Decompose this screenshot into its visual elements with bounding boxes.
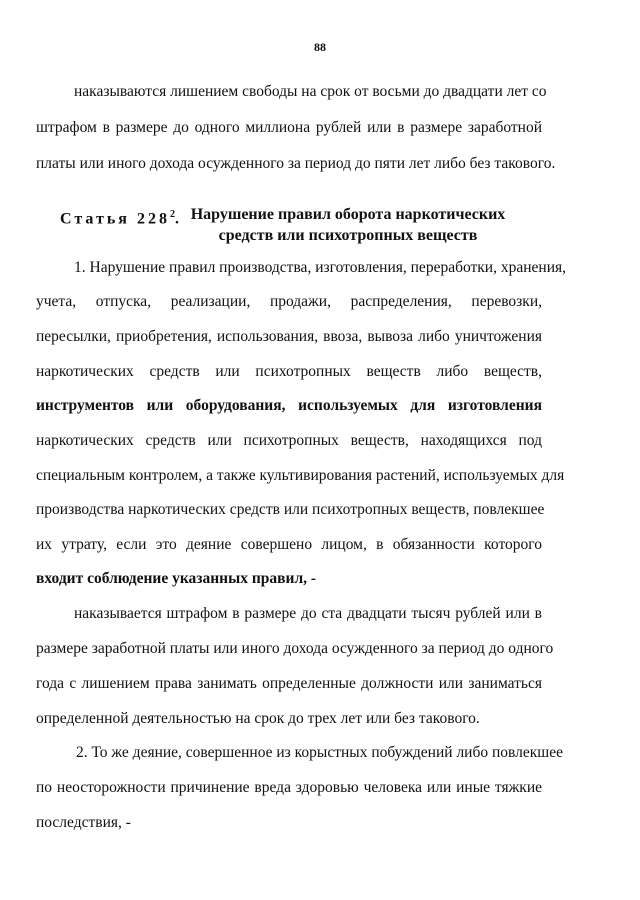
part1-line-1: 1. Нарушение правил производства, изготовления, переработки, хранения, [74, 259, 567, 276]
part1-line-4: наркотических средств или психотропных веществ либо веществ, [36, 363, 542, 380]
penalty1-line-1: наказывается штрафом в размере до ста двадцати тысяч рублей или в [74, 605, 542, 622]
article-title [188, 204, 508, 246]
part1-line-6: наркотических средств или психотропных веществ, находящихся под [36, 432, 542, 449]
article-heading [60, 204, 530, 246]
intro-line-2: штрафом в размере до одного миллиона рублей или в размере заработной [36, 119, 542, 136]
article-label-text: Статья 228 [60, 210, 170, 228]
page-number: 88 [314, 40, 326, 54]
part1-line-8: производства наркотических средств или психотропных веществ, повлекшее [36, 501, 545, 518]
penalty1-line-2: размере заработной платы или иного дохода осужденного за период до одного [36, 640, 554, 657]
article-superscript: 2 [169, 209, 175, 220]
part1-line-10: входит соблюдение указанных правил, - [36, 570, 317, 587]
part1-line-2: учета, отпуска, реализации, продажи, распределения, перевозки, [36, 293, 542, 310]
part2-line-1: 2. То же деяние, совершенное из корыстных побуждений либо повлекшее [76, 744, 563, 761]
article-suffix: . [174, 210, 182, 228]
article-number [60, 204, 188, 229]
part1-line-5: инструментов или оборудования, используемых для изготовления [36, 397, 542, 414]
intro-line-3: платы или иного дохода осужденного за период до пяти лет либо без такового. [36, 155, 556, 172]
penalty1-line-3: года с лишением права занимать определенные должности или заниматься [36, 675, 542, 692]
part1-line-7: специальным контролем, а также культивирования растений, используемых для [36, 467, 565, 484]
penalty1-line-4: определенной деятельностью на срок до трех лет или без такового. [36, 710, 480, 727]
part1-line-9: их утрату, если это деяние совершено лицом, в обязанности которого [36, 536, 542, 553]
article-title-line-1: Нарушение правил оборота наркотических [190, 206, 506, 223]
article-title-line-2: средств или психотропных веществ [218, 227, 478, 244]
part2-line-3: последствия, - [36, 814, 131, 831]
part2-line-2: по неосторожности причинение вреда здоровью человека или иные тяжкие [36, 779, 542, 796]
intro-line-1: наказываются лишением свободы на срок от восьми до двадцати лет со [74, 83, 547, 100]
part1-line-3: пересылки, приобретения, использования, ввоза, вывоза либо уничтожения [36, 328, 542, 345]
